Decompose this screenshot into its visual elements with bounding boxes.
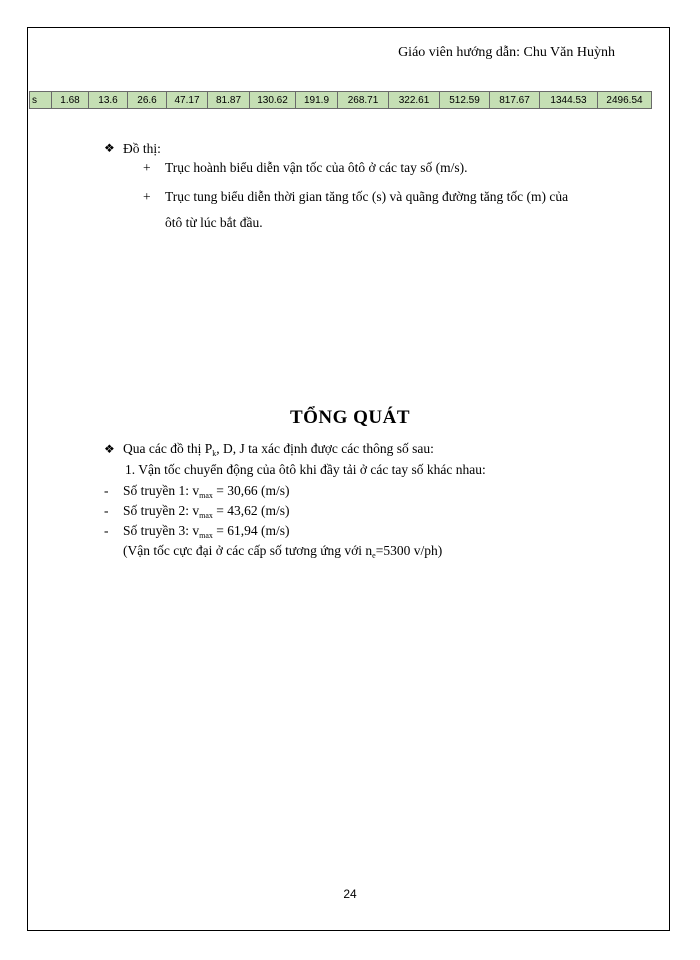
summary-intro: Qua các đồ thị $P_k$, D, J ta xác định được các thông số sau:: [123, 441, 434, 458]
graph-item-y-axis: Trục tung biểu diễn thời gian tăng tốc (s) và quãng đường tăng tốc (m) của: [165, 189, 569, 204]
table-cell: 322.61: [389, 92, 440, 109]
table-cell: s: [30, 92, 52, 109]
graph-heading: Đồ thị:: [123, 141, 161, 156]
summary-numbered-item: 1. Vận tốc chuyển động của ôtô khi đầy tải ở các tay số khác nhau:: [125, 462, 486, 477]
table-cell: 81.87: [208, 92, 250, 109]
plus-marker: +: [143, 189, 151, 204]
table-cell: 191.9: [296, 92, 338, 109]
dash-marker: -: [104, 503, 109, 518]
table-cell: 130.62: [250, 92, 296, 109]
graph-item-x-axis: Trục hoành biểu diễn vận tốc của ôtô ở các tay số (m/s).: [165, 160, 468, 175]
graph-item-y-axis-cont: ôtô từ lúc bắt đầu.: [165, 215, 263, 230]
page-header: Giáo viên hướng dẫn: Chu Văn Huỳnh: [398, 45, 615, 60]
gear-1-speed: Số truyền 1: $v_{max} = 30,66$ (m/s): [123, 483, 290, 500]
diamond-bullet-icon: ❖: [104, 141, 115, 155]
gear-3-speed: Số truyền 3: $v_{max} = 61,94$ (m/s): [123, 523, 290, 540]
section-title: TỔNG QUÁT: [289, 407, 411, 428]
data-table: [29, 91, 652, 109]
page-number: 24: [343, 887, 357, 901]
table-cell: 1.68: [52, 92, 89, 109]
gear-2-speed: Số truyền 2: $v_{max} = 43,62$ (m/s): [123, 503, 290, 520]
table-cell: 1344.53: [540, 92, 598, 109]
table-cell: 2496.54: [598, 92, 652, 109]
dash-marker: -: [104, 483, 109, 498]
table-cell: 817.67: [490, 92, 540, 109]
table-cell: 512.59: [440, 92, 490, 109]
table-cell: 26.6: [128, 92, 167, 109]
table-cell: 13.6: [89, 92, 128, 109]
summary-note: (Vận tốc cực đại ở các cấp số tương ứng với $n_e=5300$ v/ph): [123, 543, 443, 560]
table-cell: 47.17: [167, 92, 208, 109]
table-row: [30, 92, 652, 109]
diamond-bullet-icon: ❖: [104, 442, 115, 456]
dash-marker: -: [104, 523, 109, 538]
table-cell: 268.71: [338, 92, 389, 109]
plus-marker: +: [143, 160, 151, 175]
